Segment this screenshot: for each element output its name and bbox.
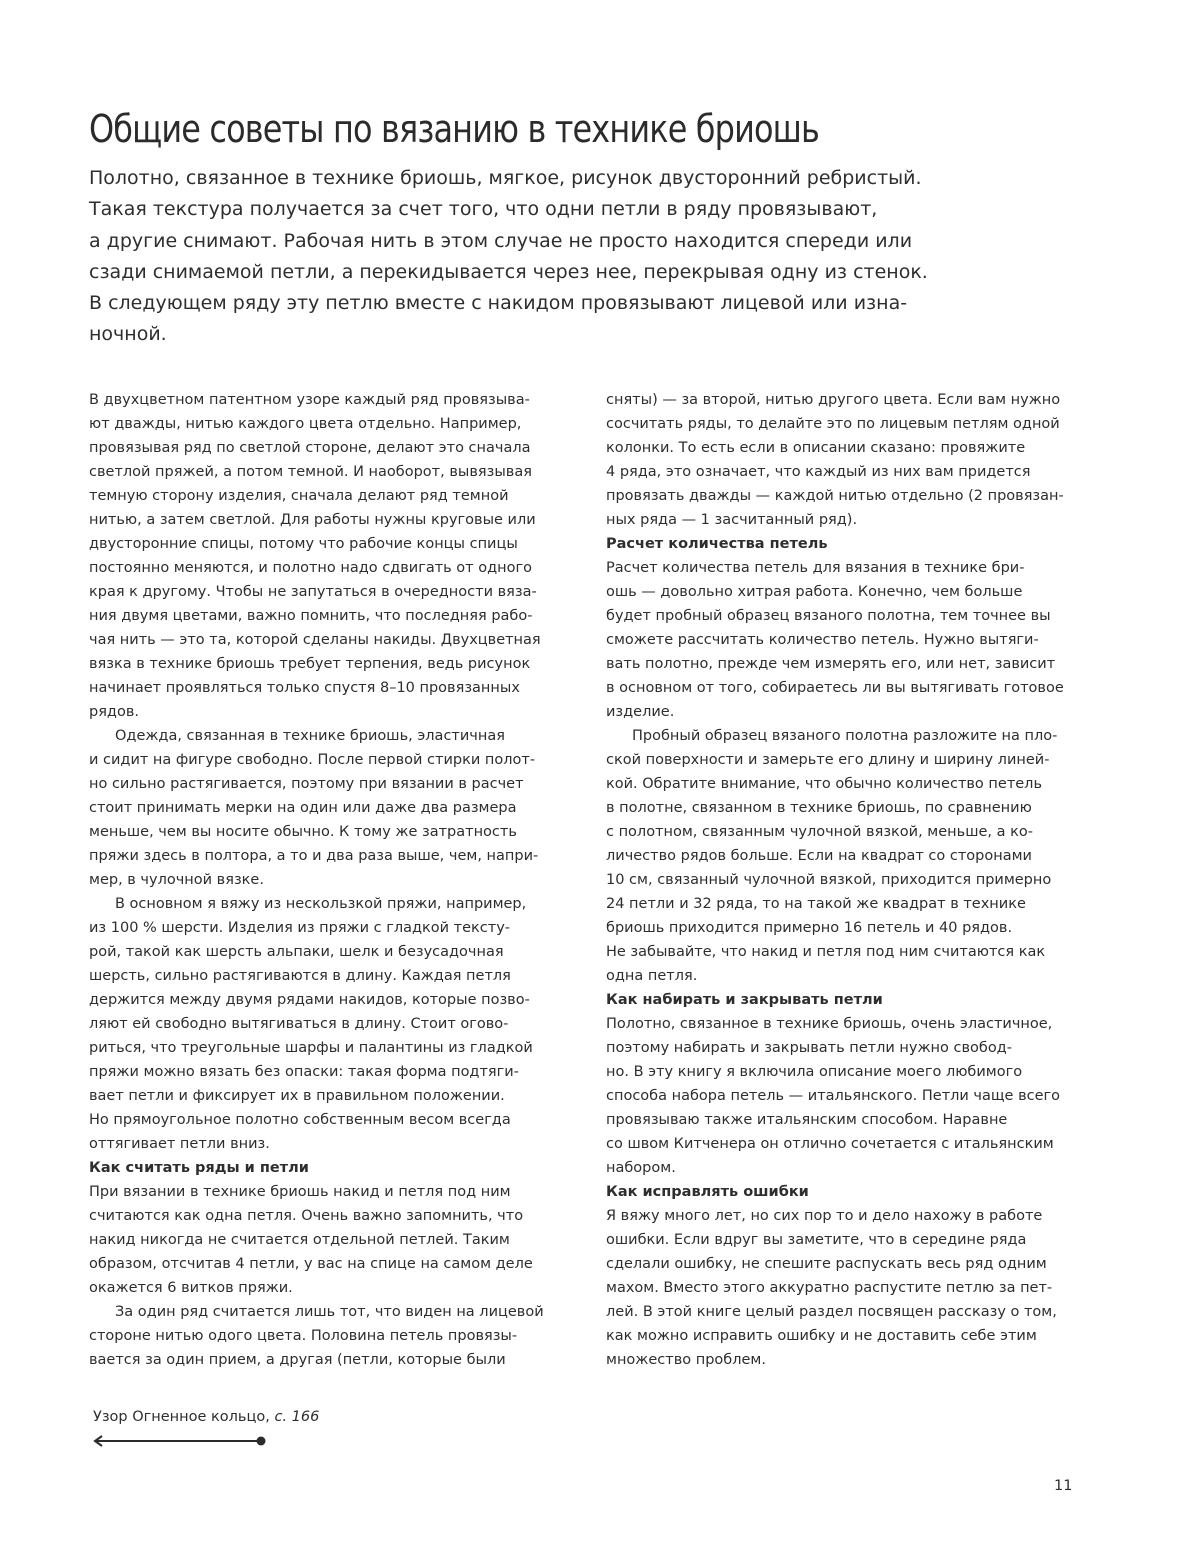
- text-line: с полотном, связанным чулочной вязкой, меньше, а ко-: [606, 824, 1033, 840]
- section-heading-count-rows: Как считать ряды и петли: [89, 1160, 309, 1176]
- text-line: в полотне, связанном в технике бриошь, по сравнению: [606, 800, 1032, 816]
- text-line: из 100 % шерсти. Изделия из пряжи с гладкой тексту-: [89, 920, 511, 936]
- intro-paragraph: [89, 163, 969, 351]
- intro-line: сзади снимаемой петли, а перекидывается через нее, перекрывая одну из стенок.: [89, 260, 928, 283]
- text-line: сняты) — за второй, нитью другого цвета. Если вам нужно: [606, 392, 1061, 408]
- text-line: стороне нитью одого цвета. Половина петель провязы-: [89, 1328, 518, 1344]
- left-arrow-icon: [92, 1434, 268, 1448]
- text-line: В основном я вяжу из нескользкой пряжи, например,: [115, 896, 527, 912]
- text-line: изделие.: [606, 704, 675, 720]
- left-column: [89, 388, 569, 1372]
- text-line: 4 ряда, это означает, что каждый из них вам придется: [606, 464, 1031, 480]
- intro-line: Такая текстура получается за счет того, что одни петли в ряду провязывают,: [89, 198, 878, 221]
- text-line: рядов.: [89, 704, 139, 720]
- text-line: образом, отсчитав 4 петли, у вас на спице на самом деле: [89, 1256, 533, 1272]
- text-line: держится между двумя рядами накидов, которые позво-: [89, 992, 530, 1008]
- text-line: сделали ошибку, не спешите распускать весь ряд одним: [606, 1256, 1047, 1272]
- text-line: способа набора петель — итальянского. Петли чаще всего: [606, 1088, 1061, 1104]
- right-column: [606, 388, 1086, 1372]
- text-line: набором.: [606, 1160, 676, 1176]
- text-line: сосчитать ряды, то делайте это по лицевым петлям одной: [606, 416, 1060, 432]
- text-line: пряжи можно вязать без опаски: такая форма подтяги-: [89, 1064, 519, 1080]
- text-line: В двухцветном патентном узоре каждый ряд провязыва-: [89, 392, 530, 408]
- text-line: постоянно меняются, и полотно надо сдвигать от одного: [89, 560, 532, 576]
- text-line: окажется 6 витков пряжи.: [89, 1280, 293, 1296]
- text-line: За один ряд считается лишь тот, что виден на лицевой: [115, 1304, 544, 1320]
- text-line: провязать дважды — каждой нитью отдельно (2 провязан-: [606, 488, 1064, 504]
- text-line: вается за один прием, а другая (петли, которые были: [89, 1352, 506, 1368]
- text-line: Полотно, связанное в технике бриошь, очень эластичное,: [606, 1016, 1053, 1032]
- text-line: вать полотно, прежде чем измерять его, или нет, зависит: [606, 656, 1056, 672]
- text-line: Но прямоугольное полотно собственным весом всегда: [89, 1112, 511, 1128]
- caption-text: Узор Огненное кольцо,: [93, 1409, 275, 1425]
- text-line: двусторонние спицы, потому что рабочие концы спицы: [89, 536, 518, 552]
- section-heading-stitch-count: Расчет количества петель: [606, 536, 828, 552]
- text-line: ния двумя цветами, важно помнить, что последняя рабо-: [89, 608, 533, 624]
- text-line: При вязании в технике бриошь накид и петля под ним: [89, 1184, 511, 1200]
- text-line: стоит принимать мерки на один или даже два размера: [89, 800, 517, 816]
- text-line: рой, такой как шерсть альпаки, шелк и безусадочная: [89, 944, 504, 960]
- intro-line: В следующем ряду эту петлю вместе с накидом провязывают лицевой или изна-: [89, 292, 908, 315]
- page-title: Общие советы по вязанию в технике бриошь: [89, 107, 820, 151]
- caption-page-ref: с. 166: [274, 1409, 320, 1425]
- text-line: 24 петли и 32 ряда, то на такой же квадрат в технике: [606, 896, 1026, 912]
- text-line: чая нить — это та, которой сделаны накиды. Двухцветная: [89, 632, 541, 648]
- text-line: меньше, чем вы носите обычно. К тому же затратность: [89, 824, 517, 840]
- text-line: шерсть, сильно растягиваются в длину. Каждая петля: [89, 968, 511, 984]
- text-line: оттягивает петли вниз.: [89, 1136, 270, 1152]
- text-line: как можно исправить ошибку и не доставить себе этим: [606, 1328, 1037, 1344]
- text-line: лей. В этой книге целый раздел посвящен рассказу о том,: [606, 1304, 1057, 1320]
- text-line: пряжи здесь в полтора, а то и два раза выше, чем, напри-: [89, 848, 539, 864]
- text-line: будет пробный образец вязаного полотна, тем точнее вы: [606, 608, 1051, 624]
- text-line: сможете рассчитать количество петель. Нужно вытяги-: [606, 632, 1039, 648]
- text-line: нитью, а затем светлой. Для работы нужны круговые или: [89, 512, 536, 528]
- text-line: но сильно растягивается, поэтому при вязании в расчет: [89, 776, 524, 792]
- text-line: личество рядов больше. Если на квадрат со сторонами: [606, 848, 1032, 864]
- section-heading-fix-mistakes: Как исправлять ошибки: [606, 1184, 809, 1200]
- text-line: провязывая ряд по светлой стороне, делают это сначала: [89, 440, 531, 456]
- text-line: ошибки. Если вдруг вы заметите, что в середине ряда: [606, 1232, 1027, 1248]
- text-line: но. В эту книгу я включила описание моего любимого: [606, 1064, 1023, 1080]
- text-line: в основном от того, собираетесь ли вы вытягивать готовое: [606, 680, 1064, 696]
- text-line: ют дважды, нитью каждого цвета отдельно. Например,: [89, 416, 522, 432]
- section-heading-cast-on: Как набирать и закрывать петли: [606, 992, 883, 1008]
- text-line: края к другому. Чтобы не запутаться в очередности вяза-: [89, 584, 537, 600]
- text-line: ляют ей свободно вытягиваться в длину. Стоит огово-: [89, 1016, 509, 1032]
- text-line: начинает проявляться только спустя 8–10 провязанных: [89, 680, 520, 696]
- page-number: 11: [1054, 1478, 1073, 1494]
- text-line: кой. Обратите внимание, что обычно количество петель: [606, 776, 1042, 792]
- text-line: бриошь приходится примерно 16 петель и 40 рядов.: [606, 920, 1013, 936]
- text-line: накид никогда не считается отдельной петлей. Таким: [89, 1232, 510, 1248]
- text-line: 10 см, связанный чулочной вязкой, приходится примерно: [606, 872, 1052, 888]
- text-line: светлой пряжей, а потом темной. И наоборот, вывязывая: [89, 464, 532, 480]
- text-line: вязка в технике бриошь требует терпения, ведь рисунок: [89, 656, 531, 672]
- text-line: Я вяжу много лет, но сих пор то и дело нахожу в работе: [606, 1208, 1043, 1224]
- text-line: Одежда, связанная в технике бриошь, эластичная: [115, 728, 505, 744]
- text-line: риться, что треугольные шарфы и палантины из гладкой: [89, 1040, 533, 1056]
- text-line: считаются как одна петля. Очень важно запомнить, что: [89, 1208, 524, 1224]
- text-line: множество проблем.: [606, 1352, 766, 1368]
- text-line: и сидит на фигуре свободно. После первой стирки полот-: [89, 752, 536, 768]
- intro-line: Полотно, связанное в технике бриошь, мягкое, рисунок двусторонний ребристый.: [89, 167, 922, 189]
- intro-line: а другие снимают. Рабочая нить в этом случае не просто находится спереди или: [89, 229, 913, 252]
- text-line: Пробный образец вязаного полотна разложите на пло-: [632, 728, 1058, 744]
- text-line: Не забывайте, что накид и петля под ним считаются как: [606, 944, 1046, 960]
- figure-caption: [93, 1406, 319, 1428]
- text-line: со швом Китченера он отлично сочетается с итальянским: [606, 1136, 1054, 1152]
- text-line: колонки. То есть если в описании сказано: провяжите: [606, 440, 1026, 456]
- text-line: вает петли и фиксирует их в правильном положении.: [89, 1088, 505, 1104]
- text-line: одна петля.: [606, 968, 698, 984]
- text-line: мер, в чулочной вязке.: [89, 872, 264, 888]
- text-line: поэтому набирать и закрывать петли нужно свобод-: [606, 1040, 1012, 1056]
- text-line: ской поверхности и замерьте его длину и ширину линей-: [606, 752, 1050, 768]
- intro-line: ночной.: [89, 323, 167, 346]
- text-line: Расчет количества петель для вязания в технике бри-: [606, 560, 1025, 576]
- text-line: махом. Вместо этого аккуратно распустите петлю за пет-: [606, 1280, 1053, 1296]
- text-line: ошь — довольно хитрая работа. Конечно, чем больше: [606, 584, 1023, 600]
- text-line: ных ряда — 1 засчитанный ряд).: [606, 512, 858, 528]
- text-line: темную сторону изделия, сначала делают ряд темной: [89, 488, 509, 504]
- text-line: провязываю также итальянским способом. Наравне: [606, 1112, 1008, 1128]
